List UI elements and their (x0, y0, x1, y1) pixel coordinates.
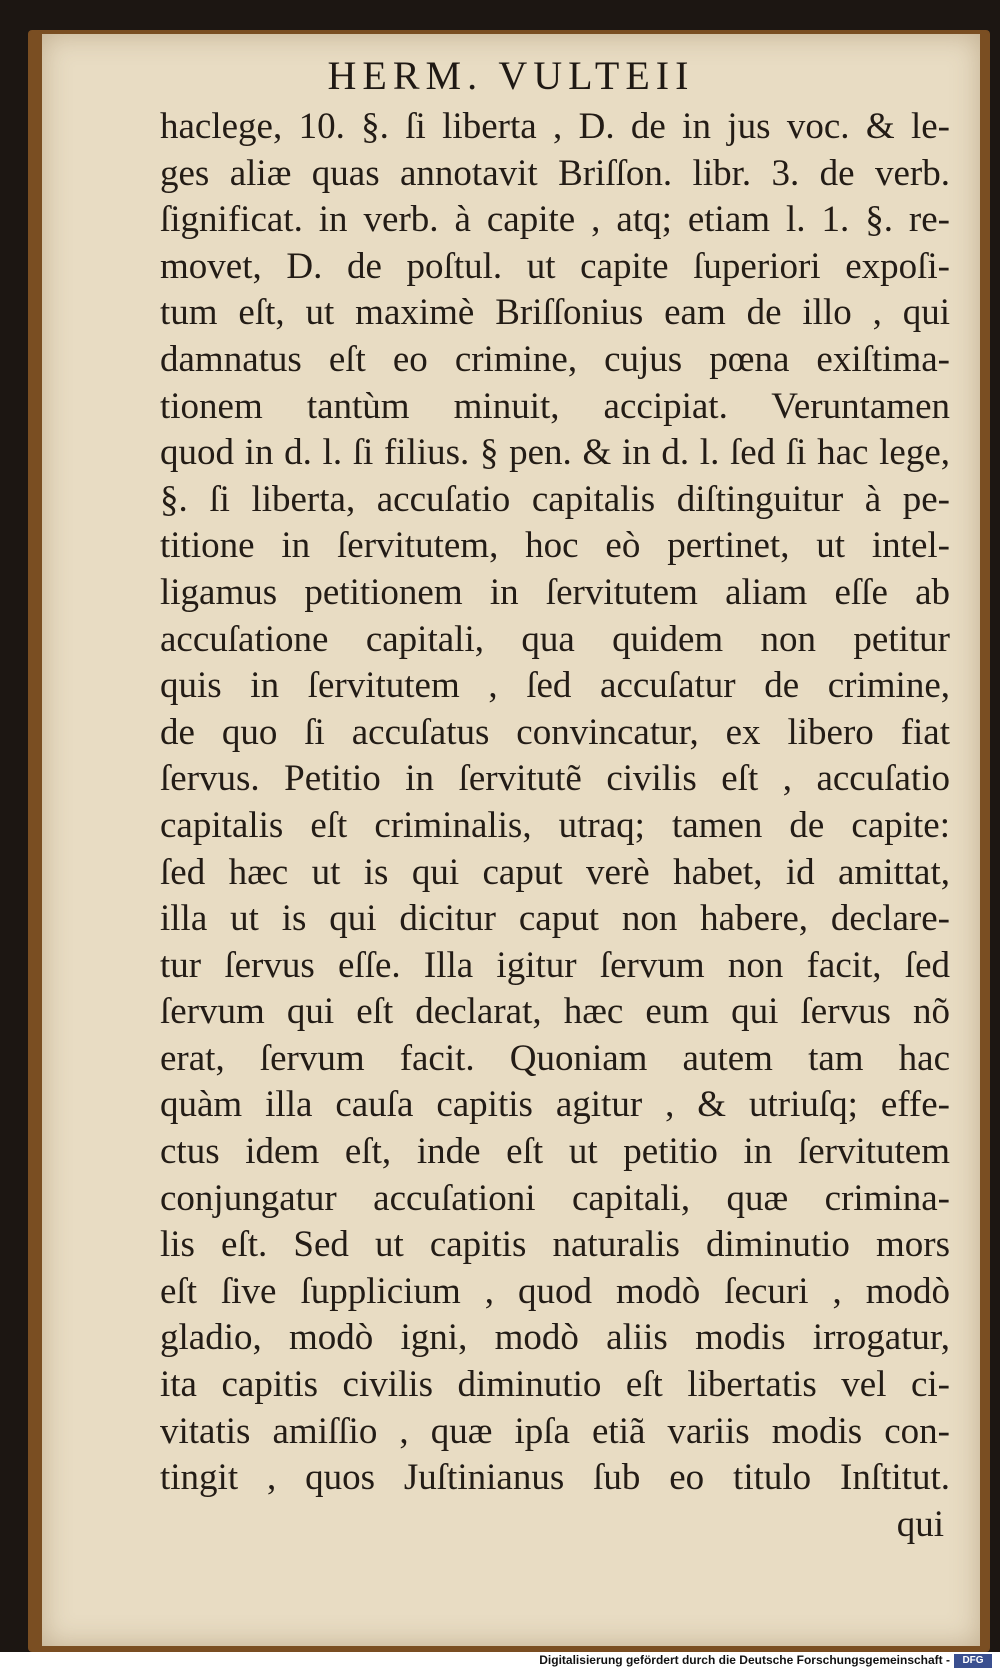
book-page (42, 34, 980, 1646)
text-line: lis eſt. Sed ut capitis naturalis diminutio mors (160, 1224, 950, 1266)
body-text (160, 104, 950, 1548)
text-line: accuſatione capitali, qua quidem non petitur (160, 618, 950, 660)
text-line: ligamus petitionem in ſervitutem aliam eſſe ab (160, 571, 950, 613)
text-line: illa ut is qui dicitur caput non habere, declare- (160, 898, 950, 940)
running-head: HERM. VULTEII (327, 53, 695, 98)
text-line: ſervum qui eſt declarat, hæc eum qui ſervus nõ (160, 991, 950, 1033)
text-line: gladio, modò igni, modò aliis modis irrogatur, (160, 1317, 950, 1359)
text-line: ges aliæ quas annotavit Briſſon. libr. 3. de verb. (160, 152, 950, 194)
text-line: damnatus eſt eo crimine, cujus pœna exiſtima- (160, 338, 950, 380)
text-line: ſignificat. in verb. à capite , atq; etiam l. 1. §. re- (160, 199, 950, 241)
text-line: quàm illa cauſa capitis agitur , & utriuſq; effe- (160, 1084, 950, 1126)
text-line: tur ſervus eſſe. Illa igitur ſervum non facit, ſed (160, 944, 950, 986)
text-line: capitalis eſt criminalis, utraq; tamen de capite: (160, 804, 950, 846)
digitization-footer (0, 1652, 1000, 1670)
dfg-logo: DFG (954, 1654, 992, 1668)
text-line: eſt ſive ſupplicium , quod modò ſecuri , modò (160, 1270, 950, 1312)
text-line: quod in d. l. ſi filius. § pen. & in d. l. ſed ſi hac lege, (160, 432, 950, 474)
text-line: tum eſt, ut maximè Briſſonius eam de illo , qui (160, 292, 950, 334)
text-line: de quo ſi accuſatus convincatur, ex libero fiat (160, 711, 950, 753)
text-line: erat, ſervum facit. Quoniam autem tam hac (160, 1037, 950, 1079)
text-line: vitatis amiſſio , quæ ipſa etiã variis modis con- (160, 1410, 950, 1452)
text-line: ſed hæc ut is qui caput verè habet, id amittat, (160, 851, 950, 893)
text-line: quis in ſervitutem , ſed accuſatur de crimine, (160, 665, 950, 707)
text-line: conjungatur accuſationi capitali, quæ crimina- (160, 1177, 950, 1219)
text-line: ita capitis civilis diminutio eſt libertatis vel ci- (160, 1364, 950, 1406)
text-line: ctus idem eſt, inde eſt ut petitio in ſervitutem (160, 1131, 950, 1173)
footer-credit: Digitalisierung gefördert durch die Deutsche Forschungsgemeinschaft - (539, 1653, 950, 1667)
text-line: tingit , quos Juſtinianus ſub eo titulo Inſtitut. (160, 1457, 950, 1499)
text-line: movet, D. de poſtul. ut capite ſuperiori expoſi- (160, 245, 950, 287)
text-line: §. ſi liberta, accuſatio capitalis diſtinguitur à pe- (160, 478, 950, 520)
catchword: qui (896, 1503, 944, 1545)
text-line: ſervus. Petitio in ſervitutẽ civilis eſt , accuſatio (160, 758, 950, 800)
text-line: titione in ſervitutem, hoc eò pertinet, ut intel- (160, 525, 950, 567)
text-line: tionem tantùm minuit, accipiat. Veruntamen (160, 385, 950, 427)
text-line: haclege, 10. §. ſi liberta , D. de in jus voc. & le- (160, 106, 950, 147)
